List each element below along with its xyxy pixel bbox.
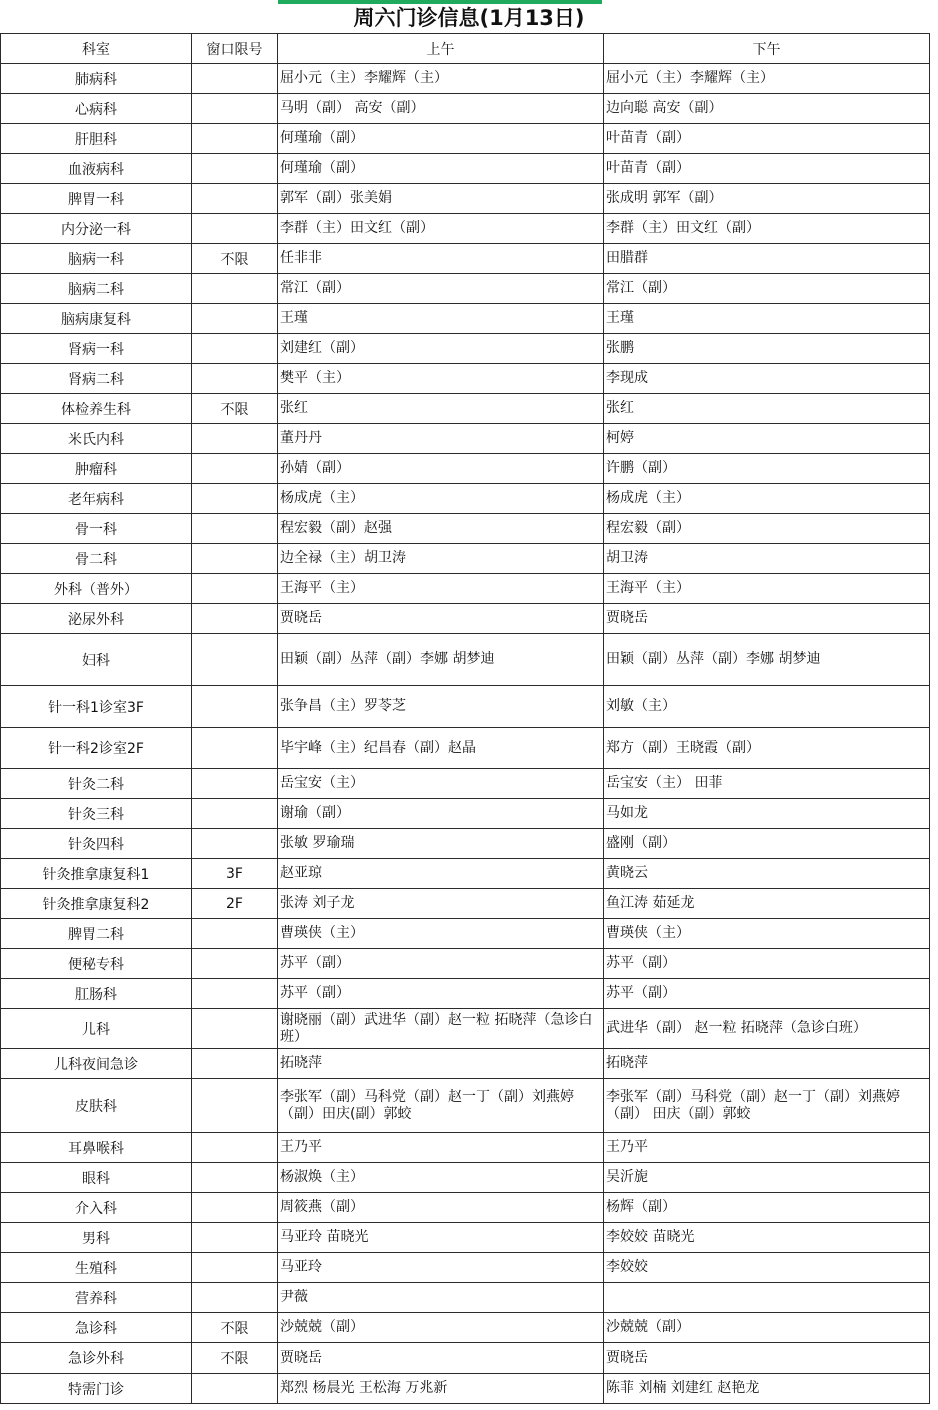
department-cell: 内分泌一科 [1, 214, 192, 244]
table-row [1, 304, 930, 334]
table-row [1, 214, 930, 244]
table-row [1, 604, 930, 634]
department-cell: 针灸三科 [1, 799, 192, 829]
table-row [1, 1313, 930, 1343]
table-row [1, 686, 930, 728]
department-cell: 肝胆科 [1, 124, 192, 154]
window-limit-cell [192, 454, 278, 484]
morning-doctors-cell: 王乃平 [278, 1133, 604, 1163]
morning-doctors-cell: 苏平（副） [278, 949, 604, 979]
department-cell: 肾病二科 [1, 364, 192, 394]
morning-doctors-cell: 王瑾 [278, 304, 604, 334]
morning-doctors-cell: 谢晓丽（副）武进华（副）赵一粒 拓晓萍（急诊白班） [278, 1009, 604, 1049]
morning-doctors-cell: 边全禄（主）胡卫涛 [278, 544, 604, 574]
window-limit-cell [192, 1049, 278, 1079]
afternoon-doctors-cell: 马如龙 [604, 799, 930, 829]
table-row [1, 184, 930, 214]
afternoon-doctors-cell: 叶苗青（副） [604, 124, 930, 154]
department-cell: 皮肤科 [1, 1079, 192, 1133]
morning-doctors-cell: 田颖（副）丛萍（副）李娜 胡梦迪 [278, 634, 604, 686]
window-limit-cell [192, 1223, 278, 1253]
table-row [1, 394, 930, 424]
window-limit-cell: 3F [192, 859, 278, 889]
afternoon-doctors-cell: 李张军（副）马科党（副）赵一丁（副）刘燕婷（副） 田庆（副）郭蛟 [604, 1079, 930, 1133]
morning-doctors-cell: 杨成虎（主） [278, 484, 604, 514]
window-limit-cell [192, 484, 278, 514]
department-cell: 针灸推拿康复科1 [1, 859, 192, 889]
table-row [1, 1253, 930, 1283]
morning-doctors-cell: 贾晓岳 [278, 1343, 604, 1374]
department-cell: 脑病一科 [1, 244, 192, 274]
table-row [1, 829, 930, 859]
table-row [1, 334, 930, 364]
window-limit-cell: 不限 [192, 244, 278, 274]
department-cell: 肾病一科 [1, 334, 192, 364]
afternoon-doctors-cell: 盛刚（副） [604, 829, 930, 859]
afternoon-doctors-cell: 李群（主）田文红（副） [604, 214, 930, 244]
window-limit-cell [192, 304, 278, 334]
morning-doctors-cell: 郭军（副）张美娟 [278, 184, 604, 214]
window-limit-cell [192, 574, 278, 604]
table-row [1, 1133, 930, 1163]
department-cell: 耳鼻喉科 [1, 1133, 192, 1163]
morning-doctors-cell: 曹瑛侠（主） [278, 919, 604, 949]
afternoon-doctors-cell: 黄晓云 [604, 859, 930, 889]
header-window-limit: 窗口限号 [192, 34, 278, 64]
window-limit-cell: 2F [192, 889, 278, 919]
table-row [1, 979, 930, 1009]
window-limit-cell [192, 634, 278, 686]
window-limit-cell [192, 424, 278, 454]
header-row [1, 34, 930, 64]
afternoon-doctors-cell: 贾晓岳 [604, 604, 930, 634]
table-row [1, 1283, 930, 1313]
table-row [1, 544, 930, 574]
window-limit-cell [192, 604, 278, 634]
morning-doctors-cell: 樊平（主） [278, 364, 604, 394]
window-limit-cell [192, 364, 278, 394]
department-cell: 急诊科 [1, 1313, 192, 1343]
department-cell: 骨二科 [1, 544, 192, 574]
table-row [1, 154, 930, 184]
department-cell: 妇科 [1, 634, 192, 686]
window-limit-cell [192, 1374, 278, 1404]
department-cell: 老年病科 [1, 484, 192, 514]
department-cell: 肛肠科 [1, 979, 192, 1009]
department-cell: 脾胃二科 [1, 919, 192, 949]
table-row [1, 1163, 930, 1193]
morning-doctors-cell: 马亚玲 苗晓光 [278, 1223, 604, 1253]
department-cell: 针一科2诊室2F [1, 728, 192, 769]
table-row [1, 94, 930, 124]
window-limit-cell [192, 124, 278, 154]
department-cell: 脑病康复科 [1, 304, 192, 334]
table-row [1, 799, 930, 829]
afternoon-doctors-cell: 陈菲 刘楠 刘建红 赵艳龙 [604, 1374, 930, 1404]
morning-doctors-cell: 苏平（副） [278, 979, 604, 1009]
window-limit-cell [192, 544, 278, 574]
table-row [1, 949, 930, 979]
department-cell: 体检养生科 [1, 394, 192, 424]
morning-doctors-cell: 拓晓萍 [278, 1049, 604, 1079]
window-limit-cell [192, 949, 278, 979]
department-cell: 儿科夜间急诊 [1, 1049, 192, 1079]
window-limit-cell [192, 1079, 278, 1133]
department-cell: 眼科 [1, 1163, 192, 1193]
morning-doctors-cell: 毕宇峰（主）纪昌春（副）赵晶 [278, 728, 604, 769]
window-limit-cell [192, 769, 278, 799]
morning-doctors-cell: 尹薇 [278, 1283, 604, 1313]
window-limit-cell: 不限 [192, 394, 278, 424]
morning-doctors-cell: 程宏毅（副）赵强 [278, 514, 604, 544]
afternoon-doctors-cell: 沙兢兢（副） [604, 1313, 930, 1343]
department-cell: 骨一科 [1, 514, 192, 544]
window-limit-cell [192, 274, 278, 304]
table-row [1, 424, 930, 454]
window-limit-cell [192, 1253, 278, 1283]
department-cell: 泌尿外科 [1, 604, 192, 634]
window-limit-cell [192, 829, 278, 859]
department-cell: 心病科 [1, 94, 192, 124]
morning-doctors-cell: 马亚玲 [278, 1253, 604, 1283]
morning-doctors-cell: 任非非 [278, 244, 604, 274]
department-cell: 针灸推拿康复科2 [1, 889, 192, 919]
window-limit-cell [192, 514, 278, 544]
afternoon-doctors-cell: 柯婷 [604, 424, 930, 454]
afternoon-doctors-cell: 杨成虎（主） [604, 484, 930, 514]
morning-doctors-cell: 张争昌（主）罗苓芝 [278, 686, 604, 728]
morning-doctors-cell: 杨淑焕（主） [278, 1163, 604, 1193]
window-limit-cell [192, 686, 278, 728]
morning-doctors-cell: 赵亚琼 [278, 859, 604, 889]
window-limit-cell [192, 64, 278, 94]
department-cell: 男科 [1, 1223, 192, 1253]
window-limit-cell [192, 1283, 278, 1313]
department-cell: 便秘专科 [1, 949, 192, 979]
window-limit-cell [192, 94, 278, 124]
window-limit-cell [192, 214, 278, 244]
window-limit-cell [192, 1009, 278, 1049]
department-cell: 米氏内科 [1, 424, 192, 454]
afternoon-doctors-cell: 常江（副） [604, 274, 930, 304]
department-cell: 肿瘤科 [1, 454, 192, 484]
window-limit-cell [192, 1163, 278, 1193]
department-cell: 生殖科 [1, 1253, 192, 1283]
table-row [1, 919, 930, 949]
morning-doctors-cell: 李群（主）田文红（副） [278, 214, 604, 244]
afternoon-doctors-cell: 田颖（副）丛萍（副）李娜 胡梦迪 [604, 634, 930, 686]
department-cell: 针灸四科 [1, 829, 192, 859]
table-row [1, 859, 930, 889]
afternoon-doctors-cell: 杨辉（副） [604, 1193, 930, 1223]
department-cell: 血液病科 [1, 154, 192, 184]
afternoon-doctors-cell: 张鹏 [604, 334, 930, 364]
department-cell: 儿科 [1, 1009, 192, 1049]
schedule-table [0, 33, 930, 1404]
table-row [1, 728, 930, 769]
afternoon-doctors-cell: 许鹏（副） [604, 454, 930, 484]
header-morning: 上午 [278, 34, 604, 64]
morning-doctors-cell: 屈小元（主）李耀辉（主） [278, 64, 604, 94]
afternoon-doctors-cell: 李现成 [604, 364, 930, 394]
table-row [1, 1374, 930, 1404]
morning-doctors-cell: 常江（副） [278, 274, 604, 304]
afternoon-doctors-cell: 苏平（副） [604, 979, 930, 1009]
afternoon-doctors-cell: 曹瑛侠（主） [604, 919, 930, 949]
table-row [1, 244, 930, 274]
morning-doctors-cell: 谢瑜（副） [278, 799, 604, 829]
department-cell: 针灸二科 [1, 769, 192, 799]
page-title: 周六门诊信息(1月13日) [353, 6, 585, 30]
afternoon-doctors-cell: 拓晓萍 [604, 1049, 930, 1079]
morning-doctors-cell: 张敏 罗瑜瑞 [278, 829, 604, 859]
table-row [1, 1049, 930, 1079]
window-limit-cell [192, 184, 278, 214]
table-row [1, 1343, 930, 1374]
morning-doctors-cell: 李张军（副）马科党（副）赵一丁（副）刘燕婷（副）田庆(副）郭蛟 [278, 1079, 604, 1133]
table-row [1, 769, 930, 799]
table-row [1, 1193, 930, 1223]
department-cell: 脾胃一科 [1, 184, 192, 214]
department-cell: 肺病科 [1, 64, 192, 94]
afternoon-doctors-cell: 田腊群 [604, 244, 930, 274]
window-limit-cell [192, 334, 278, 364]
department-cell: 外科（普外） [1, 574, 192, 604]
morning-doctors-cell: 张红 [278, 394, 604, 424]
morning-doctors-cell: 马明（副） 高安（副） [278, 94, 604, 124]
window-limit-cell: 不限 [192, 1343, 278, 1374]
window-limit-cell [192, 154, 278, 184]
morning-doctors-cell: 沙兢兢（副） [278, 1313, 604, 1343]
window-limit-cell [192, 919, 278, 949]
window-limit-cell [192, 728, 278, 769]
afternoon-doctors-cell: 叶苗青（副） [604, 154, 930, 184]
morning-doctors-cell: 周筱燕（副） [278, 1193, 604, 1223]
morning-doctors-cell: 岳宝安（主） [278, 769, 604, 799]
table-row [1, 1009, 930, 1049]
window-limit-cell [192, 979, 278, 1009]
table-row [1, 64, 930, 94]
window-limit-cell [192, 1133, 278, 1163]
afternoon-doctors-cell: 武进华（副） 赵一粒 拓晓萍（急诊白班） [604, 1009, 930, 1049]
afternoon-doctors-cell: 鱼江涛 茹延龙 [604, 889, 930, 919]
department-cell: 特需门诊 [1, 1374, 192, 1404]
table-row [1, 484, 930, 514]
department-cell: 营养科 [1, 1283, 192, 1313]
department-cell: 急诊外科 [1, 1343, 192, 1374]
department-cell: 针一科1诊室3F [1, 686, 192, 728]
morning-doctors-cell: 张涛 刘子龙 [278, 889, 604, 919]
afternoon-doctors-cell: 苏平（副） [604, 949, 930, 979]
afternoon-doctors-cell: 屈小元（主）李耀辉（主） [604, 64, 930, 94]
morning-doctors-cell: 何瑾瑜（副） [278, 124, 604, 154]
table-row [1, 514, 930, 544]
table-row [1, 274, 930, 304]
afternoon-doctors-cell: 程宏毅（副） [604, 514, 930, 544]
afternoon-doctors-cell: 李姣姣 [604, 1253, 930, 1283]
afternoon-doctors-cell: 吴沂旎 [604, 1163, 930, 1193]
table-row [1, 574, 930, 604]
department-cell: 脑病二科 [1, 274, 192, 304]
afternoon-doctors-cell: 张成明 郭军（副） [604, 184, 930, 214]
morning-doctors-cell: 何瑾瑜（副） [278, 154, 604, 184]
afternoon-doctors-cell: 王瑾 [604, 304, 930, 334]
window-limit-cell [192, 1193, 278, 1223]
window-limit-cell [192, 799, 278, 829]
morning-doctors-cell: 刘建红（副） [278, 334, 604, 364]
table-row [1, 364, 930, 394]
afternoon-doctors-cell: 岳宝安（主） 田菲 [604, 769, 930, 799]
afternoon-doctors-cell: 李姣姣 苗晓光 [604, 1223, 930, 1253]
morning-doctors-cell: 贾晓岳 [278, 604, 604, 634]
afternoon-doctors-cell: 王海平（主） [604, 574, 930, 604]
afternoon-doctors-cell [604, 1283, 930, 1313]
header-afternoon: 下午 [604, 34, 930, 64]
table-row [1, 454, 930, 484]
header-department: 科室 [1, 34, 192, 64]
afternoon-doctors-cell: 张红 [604, 394, 930, 424]
afternoon-doctors-cell: 贾晓岳 [604, 1343, 930, 1374]
table-row [1, 889, 930, 919]
department-cell: 介入科 [1, 1193, 192, 1223]
table-row [1, 1079, 930, 1133]
morning-doctors-cell: 郑烈 杨晨光 王松海 万兆新 [278, 1374, 604, 1404]
table-row [1, 634, 930, 686]
afternoon-doctors-cell: 胡卫涛 [604, 544, 930, 574]
morning-doctors-cell: 董丹丹 [278, 424, 604, 454]
afternoon-doctors-cell: 郑方（副）王晓霞（副） [604, 728, 930, 769]
afternoon-doctors-cell: 王乃平 [604, 1133, 930, 1163]
table-row [1, 1223, 930, 1253]
afternoon-doctors-cell: 边向聪 高安（副） [604, 94, 930, 124]
table-row [1, 124, 930, 154]
morning-doctors-cell: 孙婧（副） [278, 454, 604, 484]
morning-doctors-cell: 王海平（主） [278, 574, 604, 604]
afternoon-doctors-cell: 刘敏（主） [604, 686, 930, 728]
window-limit-cell: 不限 [192, 1313, 278, 1343]
